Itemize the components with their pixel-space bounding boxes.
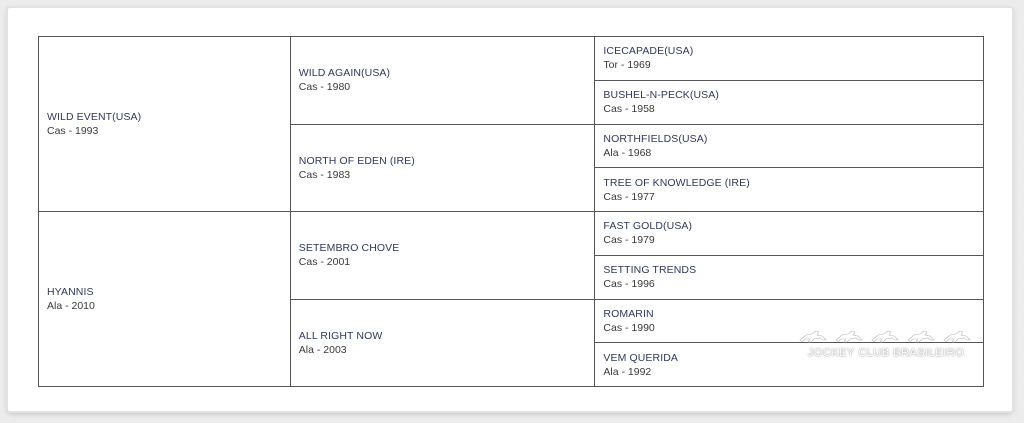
horse-name: ALL RIGHT NOW	[298, 329, 383, 342]
horse-name: WILD EVENT(USA)	[47, 111, 142, 123]
horse-name: ICECAPADE(USA)	[603, 45, 694, 58]
horse-info: Cas - 1993	[47, 125, 99, 137]
horse-info: Ala - 2003	[298, 343, 347, 356]
horse-name: BUSHEL-N-PECK(USA)	[603, 89, 719, 102]
horse-info: Cas - 1983	[298, 168, 351, 181]
horse-info: Cas - 1979	[603, 234, 655, 247]
pedigree-grandsire	[290, 37, 595, 125]
horse-name: FAST GOLD(USA)	[603, 220, 693, 233]
horse-name: TREE OF KNOWLEDGE (IRE)	[603, 176, 750, 189]
jockey-club-watermark	[792, 326, 980, 366]
pedigree-sire	[39, 37, 291, 212]
pedigree-granddam	[290, 124, 595, 212]
horse-info: Ala - 1992	[603, 365, 652, 378]
pedigree-ancestor	[595, 37, 984, 81]
horse-info: Ala - 1968	[603, 146, 652, 159]
pedigree-dam	[39, 212, 291, 387]
pedigree-ancestor	[595, 255, 984, 299]
pedigree-ancestor	[595, 80, 984, 124]
horse-name: HYANNIS	[47, 286, 94, 298]
horse-name: SETTING TRENDS	[603, 264, 697, 277]
pedigree-grandsire	[290, 212, 595, 300]
horse-name: WILD AGAIN(USA)	[298, 67, 391, 80]
racing-horses-icon	[796, 326, 976, 346]
horse-name: NORTH OF EDEN (IRE)	[298, 154, 415, 167]
horse-name: ROMARIN	[603, 307, 654, 320]
horse-info: Cas - 1977	[603, 190, 655, 203]
horse-info: Cas - 1958	[603, 103, 655, 116]
pedigree-ancestor	[595, 212, 984, 256]
horse-info: Cas - 2001	[298, 256, 351, 269]
horse-name: VEM QUERIDA	[603, 351, 679, 364]
pedigree-ancestor	[595, 124, 984, 168]
pedigree-ancestor	[595, 168, 984, 212]
horse-info: Cas - 1980	[298, 81, 351, 94]
horse-name: SETEMBRO CHOVE	[298, 242, 400, 255]
watermark-text: JOCKEY CLUB BRASILEIRO	[807, 347, 965, 359]
horse-info: Cas - 1996	[603, 278, 655, 291]
horse-name: NORTHFIELDS(USA)	[603, 132, 708, 145]
horse-info: Tor - 1969	[603, 59, 651, 72]
horse-info: Ala - 2010	[47, 300, 95, 312]
pedigree-granddam	[290, 299, 595, 387]
horse-info: Cas - 1990	[603, 321, 655, 334]
